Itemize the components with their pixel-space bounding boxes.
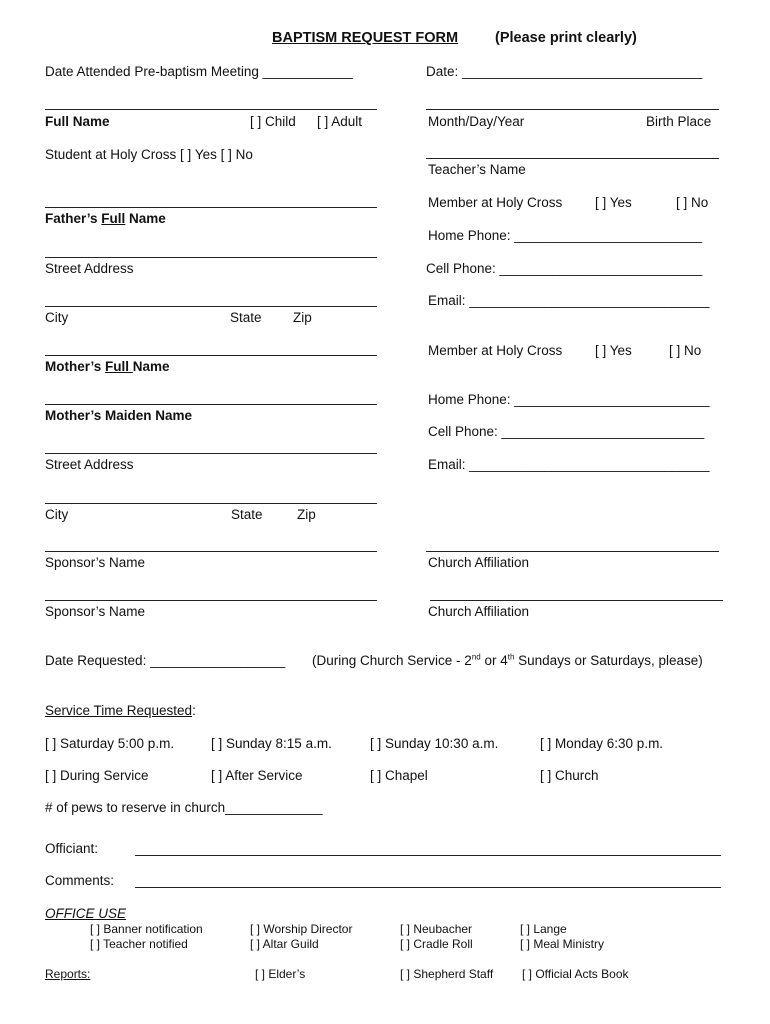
option-sunday-815[interactable]: [ ] Sunday 8:15 a.m.: [211, 736, 332, 751]
date-field[interactable]: Date: ________________________________: [426, 64, 703, 79]
mother-street-line[interactable]: [45, 453, 377, 454]
print-note: (Please print clearly): [495, 30, 637, 46]
father-cell-phone[interactable]: Cell Phone: ___________________________: [426, 261, 703, 276]
office-neubacher[interactable]: [ ] Neubacher: [400, 922, 473, 936]
father-member-label: Member at Holy Cross: [428, 195, 563, 210]
comments-label: Comments:: [45, 873, 115, 888]
father-email[interactable]: Email: ________________________________: [428, 293, 710, 308]
mother-state-label: State: [231, 507, 263, 522]
full-name-line[interactable]: [45, 109, 377, 110]
option-during-service[interactable]: [ ] During Service: [45, 768, 149, 783]
church2-label: Church Affiliation: [428, 604, 530, 619]
father-street-label: Street Address: [45, 261, 134, 276]
date-requested-note: (During Church Service - 2nd or 4th Sundays or Saturdays, please): [312, 652, 703, 668]
father-zip-label: Zip: [293, 310, 312, 325]
office-altar-guild[interactable]: [ ] Altar Guild: [250, 937, 319, 951]
adult-checkbox[interactable]: [ ] Adult: [317, 114, 363, 129]
sponsor1-label: Sponsor’s Name: [45, 555, 146, 570]
mother-street-label: Street Address: [45, 457, 134, 472]
report-official-acts-book[interactable]: [ ] Official Acts Book: [522, 967, 629, 981]
option-chapel[interactable]: [ ] Chapel: [370, 768, 428, 783]
sponsor2-label: Sponsor’s Name: [45, 604, 146, 619]
birth-line[interactable]: [426, 109, 719, 110]
church1-label: Church Affiliation: [428, 555, 530, 570]
father-city-label: City: [45, 310, 69, 325]
father-member-no[interactable]: [ ] No: [676, 195, 709, 210]
church2-line[interactable]: [430, 600, 723, 601]
mother-zip-label: Zip: [297, 507, 316, 522]
birth-place-label: Birth Place: [646, 114, 712, 129]
father-city-line[interactable]: [45, 306, 377, 307]
officiant-line[interactable]: [135, 855, 721, 856]
father-name-label: Father’s Full Name: [45, 211, 166, 226]
office-meal-ministry[interactable]: [ ] Meal Ministry: [520, 937, 605, 951]
father-name-line[interactable]: [45, 207, 377, 208]
office-worship-director[interactable]: [ ] Worship Director: [250, 922, 353, 936]
mother-member-label: Member at Holy Cross: [428, 343, 563, 358]
church1-line[interactable]: [426, 551, 719, 552]
service-time-heading: Service Time Requested:: [45, 703, 196, 718]
option-monday[interactable]: [ ] Monday 6:30 p.m.: [540, 736, 664, 751]
option-saturday[interactable]: [ ] Saturday 5:00 p.m.: [45, 736, 175, 751]
father-member-yes[interactable]: [ ] Yes: [595, 195, 632, 210]
father-home-phone[interactable]: Home Phone: _________________________: [428, 228, 703, 243]
mother-member-no[interactable]: [ ] No: [669, 343, 702, 358]
pews-field[interactable]: # of pews to reserve in church_____________: [45, 800, 323, 815]
pre-meeting-field[interactable]: Date Attended Pre-baptism Meeting ____________: [45, 64, 353, 79]
student-question[interactable]: Student at Holy Cross [ ] Yes [ ] No: [45, 147, 253, 162]
option-after-service[interactable]: [ ] After Service: [211, 768, 303, 783]
sponsor2-line[interactable]: [45, 600, 377, 601]
office-cradle-roll[interactable]: [ ] Cradle Roll: [400, 937, 473, 951]
child-checkbox[interactable]: [ ] Child: [250, 114, 296, 129]
mother-email[interactable]: Email: ________________________________: [428, 457, 710, 472]
mother-city-label: City: [45, 507, 69, 522]
father-street-line[interactable]: [45, 257, 377, 258]
teacher-line[interactable]: [426, 158, 719, 159]
reports-label: Reports:: [45, 967, 91, 981]
report-elders[interactable]: [ ] Elder’s: [255, 967, 306, 981]
office-banner-notification[interactable]: [ ] Banner notification: [90, 922, 203, 936]
option-church[interactable]: [ ] Church: [540, 768, 599, 783]
mother-member-yes[interactable]: [ ] Yes: [595, 343, 632, 358]
sponsor1-line[interactable]: [45, 551, 377, 552]
mother-maiden-line[interactable]: [45, 404, 377, 405]
office-teacher-notified[interactable]: [ ] Teacher notified: [90, 937, 188, 951]
father-state-label: State: [230, 310, 262, 325]
form-title: BAPTISM REQUEST FORM: [272, 30, 459, 46]
mother-cell-phone[interactable]: Cell Phone: ___________________________: [428, 424, 705, 439]
mother-home-phone[interactable]: Home Phone: __________________________: [428, 392, 710, 407]
date-requested-field[interactable]: Date Requested: __________________: [45, 653, 286, 668]
report-shepherd-staff[interactable]: [ ] Shepherd Staff: [400, 967, 494, 981]
office-lange[interactable]: [ ] Lange: [520, 922, 567, 936]
full-name-label: Full Name: [45, 114, 110, 129]
office-use-heading: OFFICE USE: [45, 906, 127, 921]
comments-line[interactable]: [135, 887, 721, 888]
mother-name-label: Mother’s Full Name: [45, 359, 170, 374]
teacher-label: Teacher’s Name: [428, 162, 526, 177]
officiant-label: Officiant:: [45, 841, 99, 856]
mother-name-line[interactable]: [45, 355, 377, 356]
dob-label: Month/Day/Year: [428, 114, 525, 129]
option-sunday-1030[interactable]: [ ] Sunday 10:30 a.m.: [370, 736, 499, 751]
mother-maiden-label: Mother’s Maiden Name: [45, 408, 193, 423]
mother-city-line[interactable]: [45, 503, 377, 504]
